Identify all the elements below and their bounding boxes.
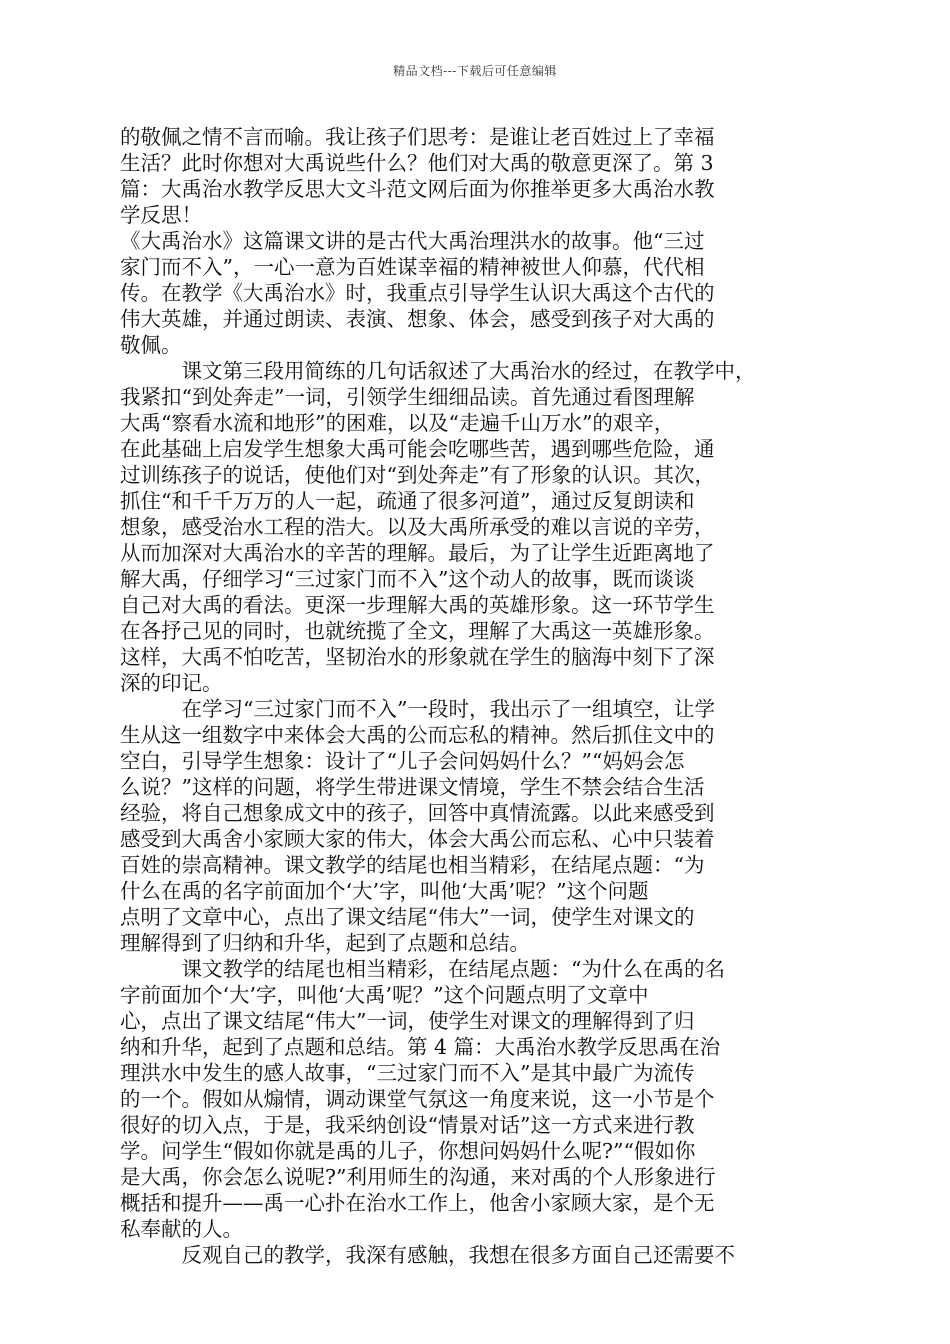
- text-line: 字前面加个‘大’字，叫他‘大禹’呢？”这个问题点明了文章中: [120, 983, 649, 1007]
- text-line: 生从这一组数字中来体会大禹的公而忘私的精神。然后抓住文中的: [120, 723, 715, 747]
- text-line: 《大禹治水》这篇课文讲的是古代大禹治理洪水的故事。他“三过: [120, 229, 705, 253]
- text-line: 经验，将自己想象成文中的孩子，回答中真情流露。以此来感受到: [120, 801, 715, 825]
- text-line: 大禹“察看水流和地形”的困难，以及“走遍千山万水”的艰辛，: [120, 411, 675, 435]
- text-line: 什么在禹的名字前面加个‘大’字，叫他‘大禹’呢？”这个问题: [120, 879, 649, 903]
- text-line: 篇：大禹治水教学反思大文斗范文网后面为你推举更多大禹治水教: [120, 177, 715, 201]
- text-line: 深的印记。: [120, 671, 223, 695]
- text-line: 概括和提升——禹一心扑在治水工作上，他舍小家顾大家，是个无: [120, 1191, 715, 1215]
- text-line: 反观自己的教学，我深有感触，我想在很多方面自己还需要不: [120, 1243, 735, 1267]
- text-line: 想象，感受治水工程的浩大。以及大禹所承受的难以言说的辛劳，: [120, 515, 715, 539]
- text-line: 生活？此时你想对大禹说些什么？他们对大禹的敬意更深了。第 3: [120, 151, 714, 175]
- text-line: 感受到大禹舍小家顾大家的伟大，体会大禹公而忘私、心中只装着: [120, 827, 715, 851]
- text-line: 么说？”这样的问题，将学生带进课文情境，学生不禁会结合生活: [120, 775, 705, 799]
- text-line: 伟大英雄，并通过朗读、表演、想象、体会，感受到孩子对大禹的: [120, 307, 715, 331]
- text-line: 家门而不入”，一心一意为百姓谋幸福的精神被世人仰慕，代代相: [120, 255, 705, 279]
- text-line: 心，点出了课文结尾“伟大”一词，使学生对课文的理解得到了归: [120, 1009, 695, 1033]
- text-line: 传。在教学《大禹治水》时，我重点引导学生认识大禹这个古代的: [120, 281, 715, 305]
- text-line: 在各抒己见的同时，也就统揽了全文，理解了大禹这一英雄形象。: [120, 619, 715, 643]
- text-line: 空白，引导学生想象：设计了“儿子会问妈妈什么？”“妈妈会怎: [120, 749, 685, 773]
- text-line: 这样，大禹不怕吃苦，坚韧治水的形象就在学生的脑海中刻下了深: [120, 645, 715, 669]
- text-line: 私奉献的人。: [120, 1217, 243, 1241]
- text-line: 我紧扣“到处奔走”一词，引领学生细细品读。首先通过看图理解: [120, 385, 695, 409]
- text-line: 在学习“三过家门而不入”一段时，我出示了一组填空，让学: [120, 697, 715, 721]
- page-header: 精品文档---下载后可任意编辑: [393, 64, 557, 78]
- text-line: 学反思！: [120, 203, 202, 227]
- text-line: 很好的切入点，于是，我采纳创设“情景对话”这一方式来进行教: [120, 1113, 695, 1137]
- text-line: 理解得到了归纳和升华，起到了点题和总结。: [120, 931, 530, 955]
- text-line: 的一个。假如从煽情，调动课堂气氛这一角度来说，这一小节是个: [120, 1087, 715, 1111]
- text-line: 的敬佩之情不言而喻。我让孩子们思考：是谁让老百姓过上了幸福: [120, 125, 715, 149]
- text-line: 理洪水中发生的感人故事，“三过家门而不入”是其中最广为流传: [120, 1061, 695, 1085]
- text-line: 解大禹，仔细学习“三过家门而不入”这个动人的故事，既而谈谈: [120, 567, 695, 591]
- document-body: [120, 124, 820, 1268]
- text-line: 课文教学的结尾也相当精彩，在结尾点题：“为什么在禹的名: [120, 957, 725, 981]
- text-line: 敬佩。: [120, 333, 182, 357]
- text-line: 课文第三段用简练的几句话叙述了大禹治水的经过，在教学中，: [120, 359, 756, 383]
- text-line: 百姓的崇高精神。课文教学的结尾也相当精彩，在结尾点题：“为: [120, 853, 705, 877]
- text-line: 抓住“和千千万万的人一起，疏通了很多河道”，通过反复朗读和: [120, 489, 695, 513]
- text-line: 纳和升华，起到了点题和总结。第 4 篇：大禹治水教学反思禹在治: [120, 1035, 721, 1059]
- text-line: 学。问学生“假如你就是禹的儿子，你想问妈妈什么呢?”“假如你: [120, 1139, 696, 1163]
- text-line: 从而加深对大禹治水的辛苦的理解。最后，为了让学生近距离地了: [120, 541, 715, 565]
- text-line: 自己对大禹的看法。更深一步理解大禹的英雄形象。这一环节学生: [120, 593, 715, 617]
- text-line: 在此基础上启发学生想象大禹可能会吃哪些苦，遇到哪些危险，通: [120, 437, 715, 461]
- text-line: 过训练孩子的说话，使他们对“到处奔走”有了形象的认识。其次，: [120, 463, 715, 487]
- text-line: 点明了文章中心，点出了课文结尾“伟大”一词，使学生对课文的: [120, 905, 695, 929]
- text-line: 是大禹，你会怎么说呢?”利用师生的沟通，来对禹的个人形象进行: [120, 1165, 716, 1189]
